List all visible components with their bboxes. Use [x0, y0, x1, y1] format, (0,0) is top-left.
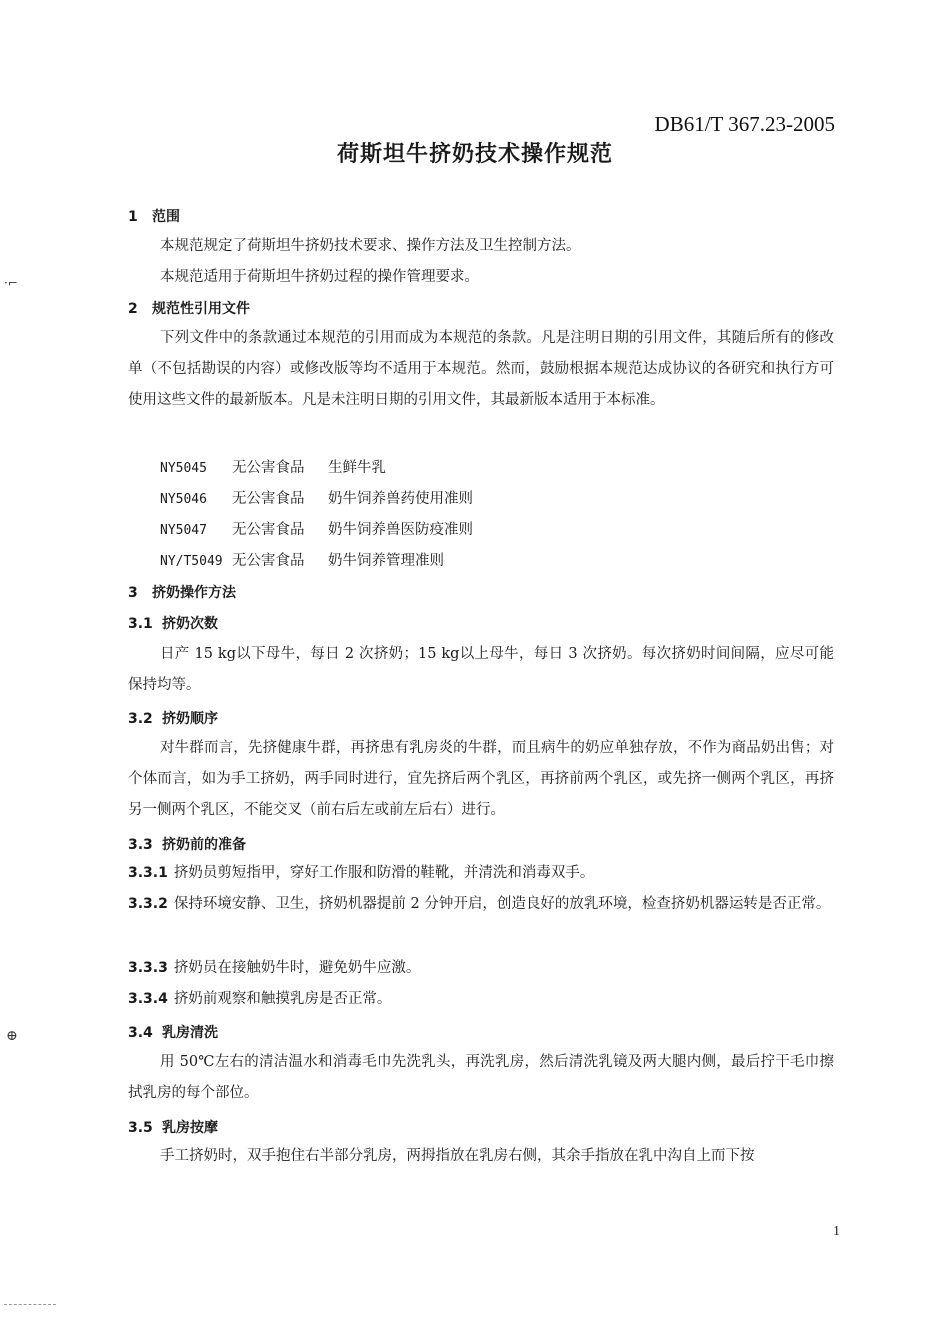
- reference-code: NY/T5049: [160, 554, 223, 569]
- scan-mark: ·⌐: [4, 276, 18, 290]
- section-heading-2: [128, 298, 250, 318]
- page-number: 1: [833, 1224, 840, 1239]
- clause-number: 3.3.3: [128, 960, 168, 976]
- section-title: 规范性引用文件: [152, 301, 250, 317]
- reference-code: NY5045: [160, 461, 207, 476]
- subsection-heading-3-4: [128, 1022, 218, 1042]
- reference-name: 奶牛饲养兽医防疫准则: [328, 522, 473, 538]
- paragraph: 用 50℃左右的清洁温水和消毒毛巾先洗乳头，再洗乳房，然后清洗乳镜及两大腿内侧，最后拧干毛巾擦拭乳房的每个部位。: [128, 1054, 834, 1101]
- clause-number: 3.3.4: [128, 991, 168, 1007]
- clause-text: 挤奶员在接触奶牛时，避免奶牛应激。: [173, 960, 421, 976]
- section-title: 乳房清洗: [162, 1025, 218, 1041]
- section-number: 3.2: [128, 711, 153, 727]
- reference-category: 无公害食品: [232, 553, 305, 569]
- reference-code: NY5046: [160, 492, 207, 507]
- subsection-heading-3-3: [128, 834, 246, 854]
- paragraph: 手工挤奶时，双手抱住右半部分乳房，两拇指放在乳房右侧，其余手指放在乳中沟自上而下按: [160, 1148, 755, 1164]
- reference-name: 奶牛饲养管理准则: [328, 553, 444, 569]
- clause-number: 3.3.2: [128, 896, 168, 912]
- paragraph: 本规范规定了荷斯坦牛挤奶技术要求、操作方法及卫生控制方法。: [160, 238, 581, 254]
- subsection-heading-3-5: [128, 1117, 218, 1137]
- reference-name: 奶牛饲养兽药使用准则: [328, 491, 473, 507]
- section-number: 3.3: [128, 837, 153, 853]
- reference-item: [160, 487, 473, 508]
- subsection-heading-3-2: [128, 708, 218, 728]
- reference-code: NY5047: [160, 523, 207, 538]
- section-title: 挤奶次数: [162, 616, 218, 632]
- reference-item: [160, 518, 473, 539]
- binding-hole-mark: ⊕: [6, 1028, 18, 1044]
- standard-number: DB61/T 367.23-2005: [654, 112, 835, 136]
- subsection-heading-3-1: [128, 613, 218, 633]
- section-number: 3.4: [128, 1025, 153, 1041]
- section-number: 3: [128, 585, 138, 601]
- paragraph: 本规范适用于荷斯坦牛挤奶过程的操作管理要求。: [160, 269, 479, 285]
- paragraph: 日产 15 kg以下母牛，每日 2 次挤奶；15 kg以上母牛，每日 3 次挤奶。每次挤奶时间间隔，应尽可能保持均等。: [128, 646, 834, 693]
- paragraph: 对牛群而言，先挤健康牛群，再挤患有乳房炎的牛群，而且病牛的奶应单独存放，不作为商品奶出售；对个体而言，如为手工挤奶，两手同时进行，宜先挤后两个乳区，再挤前两个乳区，或先挤一侧两个乳区，再挤另一侧两个乳区，不能交叉（前右后左或前左后右）进行。: [128, 740, 834, 818]
- section-number: 1: [128, 209, 138, 225]
- clause-item: [128, 858, 834, 889]
- scan-edge-mark: [4, 1304, 56, 1305]
- clause-text: 挤奶前观察和触摸乳房是否正常。: [173, 991, 392, 1007]
- section-number: 3.5: [128, 1120, 153, 1136]
- section-title: 乳房按摩: [162, 1120, 218, 1136]
- reference-category: 无公害食品: [232, 460, 305, 476]
- section-heading-3: [128, 582, 236, 602]
- clause-number: 3.3.1: [128, 865, 168, 881]
- reference-category: 无公害食品: [232, 522, 305, 538]
- section-title: 范围: [152, 209, 180, 225]
- section-heading-1: [128, 206, 180, 226]
- reference-category: 无公害食品: [232, 491, 305, 507]
- reference-item: [160, 549, 444, 570]
- section-title: 挤奶前的准备: [162, 837, 246, 853]
- clause-item: [128, 984, 834, 1015]
- section-number: 2: [128, 301, 138, 317]
- clause-item: [128, 953, 834, 984]
- section-title: 挤奶顺序: [162, 711, 218, 727]
- reference-name: 生鲜牛乳: [328, 460, 386, 476]
- reference-item: [160, 456, 386, 477]
- clause-text: 保持环境安静、卫生，挤奶机器提前 2 分钟开启，创造良好的放乳环境，检查挤奶机器运转是否正常。: [173, 896, 831, 912]
- paragraph: 下列文件中的条款通过本规范的引用而成为本规范的条款。凡是注明日期的引用文件，其随后所有的修改单（不包括勘误的内容）或修改版等均不适用于本规范。然而，鼓励根据本规范达成协议的各研究和执行方可使用这些文件的最新版本。凡是未注明日期的引用文件，其最新版本适用于本标准。: [128, 330, 834, 408]
- clause-item: [128, 889, 834, 920]
- clause-text: 挤奶员剪短指甲，穿好工作服和防滑的鞋靴，并清洗和消毒双手。: [173, 865, 595, 881]
- section-number: 3.1: [128, 616, 153, 632]
- document-title: 荷斯坦牛挤奶技术操作规范: [336, 142, 613, 167]
- section-title: 挤奶操作方法: [152, 585, 236, 601]
